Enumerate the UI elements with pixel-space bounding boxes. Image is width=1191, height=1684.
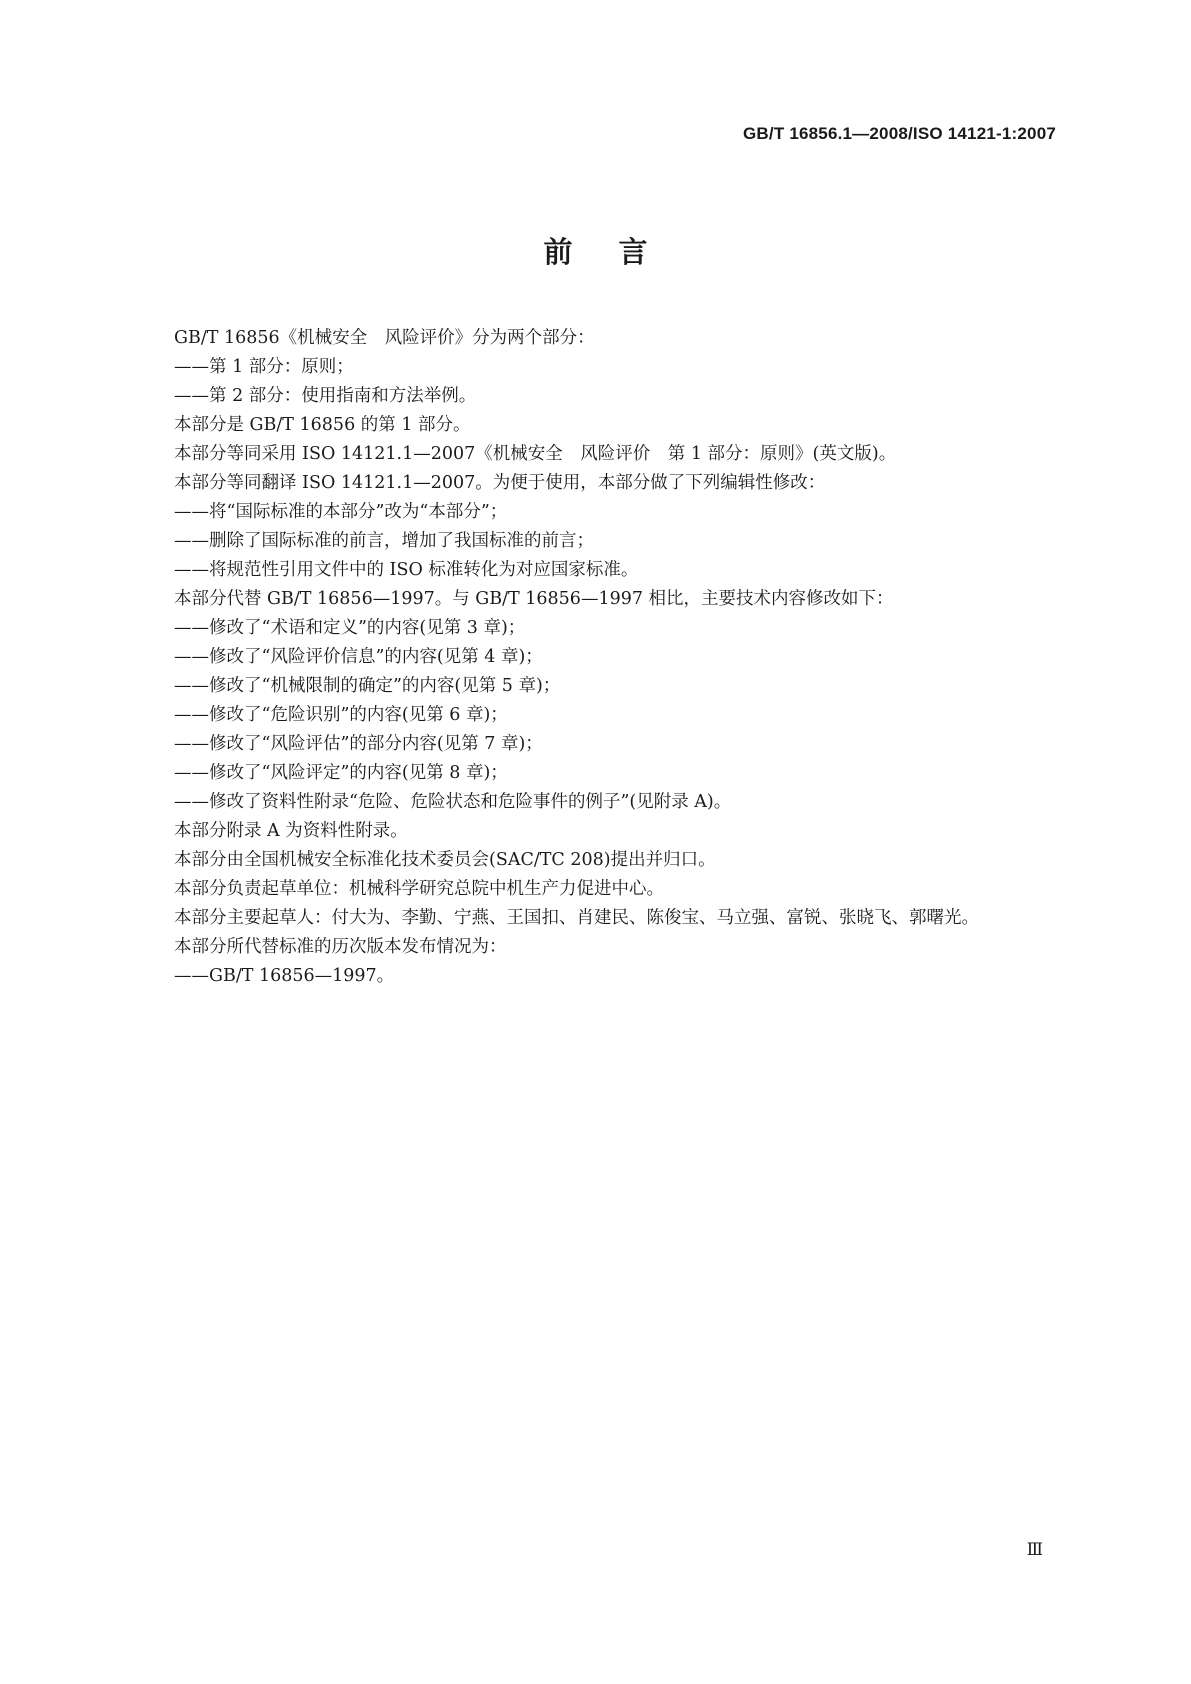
foreword-body <box>174 324 1054 991</box>
text-line: 本部分等同采用 ISO 14121.1—2007《机械安全 风险评价 第 1 部分：原则》(英文版)。 <box>174 444 897 464</box>
text-line: 本部分由全国机械安全标准化技术委员会(SAC/TC 208)提出并归口。 <box>174 850 716 870</box>
text-line: ——修改了“机械限制的确定”的内容(见第 5 章)； <box>174 676 561 696</box>
text-line: 本部分代替 GB/T 16856—1997。与 GB/T 16856—1997 相比，主要技术内容修改如下： <box>174 589 894 609</box>
text-line: ——将规范性引用文件中的 ISO 标准转化为对应国家标准。 <box>174 560 639 580</box>
text-line: 本部分负责起草单位：机械科学研究总院中机生产力促进中心。 <box>174 879 664 899</box>
text-line: 本部分附录 A 为资料性附录。 <box>174 821 408 841</box>
text-line: 本部分是 GB/T 16856 的第 1 部分。 <box>174 415 471 435</box>
page-title: 前言 <box>543 235 694 269</box>
text-line: ——修改了“危险识别”的内容(见第 6 章)； <box>174 705 508 725</box>
text-line: ——修改了“风险评定”的内容(见第 8 章)； <box>174 763 508 783</box>
text-line: 本部分主要起草人：付大为、李勤、宁燕、王国扣、肖建民、陈俊宝、马立强、富锐、张晓飞、郭曙光。 <box>174 908 979 928</box>
text-line: ——GB/T 16856—1997。 <box>174 966 395 986</box>
text-line: ——修改了“风险评价信息”的内容(见第 4 章)； <box>174 647 543 667</box>
page-number: Ⅲ <box>1026 1540 1043 1559</box>
text-line: ——修改了“风险评估”的部分内容(见第 7 章)； <box>174 734 543 754</box>
text-line: ——删除了国际标准的前言，增加了我国标准的前言； <box>174 531 594 551</box>
text-line: ——第 2 部分：使用指南和方法举例。 <box>174 386 477 406</box>
text-line: ——修改了“术语和定义”的内容(见第 3 章)； <box>174 618 526 638</box>
text-line: GB/T 16856《机械安全 风险评价》分为两个部分： <box>174 328 595 348</box>
text-line: 本部分所代替标准的历次版本发布情况为： <box>174 937 507 957</box>
text-line: ——第 1 部分：原则； <box>174 357 354 377</box>
text-line: ——将“国际标准的本部分”改为“本部分”； <box>174 502 508 522</box>
text-line: 本部分等同翻译 ISO 14121.1—2007。为便于使用，本部分做了下列编辑性修改： <box>174 473 826 493</box>
text-line: ——修改了资料性附录“危险、危险状态和危险事件的例子”(见附录 A)。 <box>174 792 732 812</box>
standard-code: GB/T 16856.1—2008/ISO 14121-1:2007 <box>743 124 1056 143</box>
